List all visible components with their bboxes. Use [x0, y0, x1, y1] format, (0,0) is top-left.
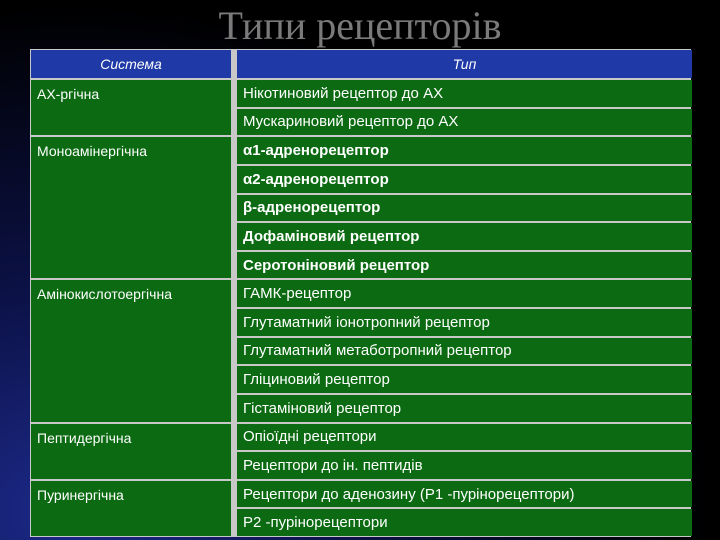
system-cell: Пуринергічна: [31, 481, 231, 536]
receptor-table: [30, 49, 691, 537]
type-cell: Гістаміновий рецептор: [237, 395, 692, 422]
type-cell: Глутаматний метаботропний рецептор: [237, 338, 692, 365]
type-cell: Дофаміновий рецептор: [237, 223, 692, 250]
type-cell: α2-адренорецептор: [237, 166, 692, 193]
type-cell: Опіоїдні рецептори: [237, 424, 692, 451]
system-cell: Моноамінергічна: [31, 137, 231, 278]
type-cell: Р2 -пурінорецептори: [237, 509, 692, 536]
type-cell: Глутаматний іонотропний рецептор: [237, 309, 692, 336]
slide-title: Типи рецепторів: [218, 3, 502, 48]
type-cell: ГАМК-рецептор: [237, 280, 692, 307]
type-cell: Серотоніновий рецептор: [237, 252, 692, 279]
system-cell: Пептидергічна: [31, 424, 231, 479]
system-cell: АХ-ргічна: [31, 80, 231, 135]
type-cell: Рецептори до ін. пептидів: [237, 452, 692, 479]
type-cell: β-адренорецептор: [237, 195, 692, 222]
type-cell: Нікотиновий рецептор до АХ: [237, 80, 692, 107]
header-type: Тип: [237, 50, 692, 78]
system-cell: Амінокислотоергічна: [31, 280, 231, 421]
type-cell: α1-адренорецептор: [237, 137, 692, 164]
type-cell: Рецептори до аденозину (Р1 -пурінорецептори): [237, 481, 692, 508]
type-cell: Гліциновий рецептор: [237, 366, 692, 393]
header-system: Система: [31, 50, 231, 78]
type-cell: Мускариновий рецептор до АХ: [237, 109, 692, 136]
